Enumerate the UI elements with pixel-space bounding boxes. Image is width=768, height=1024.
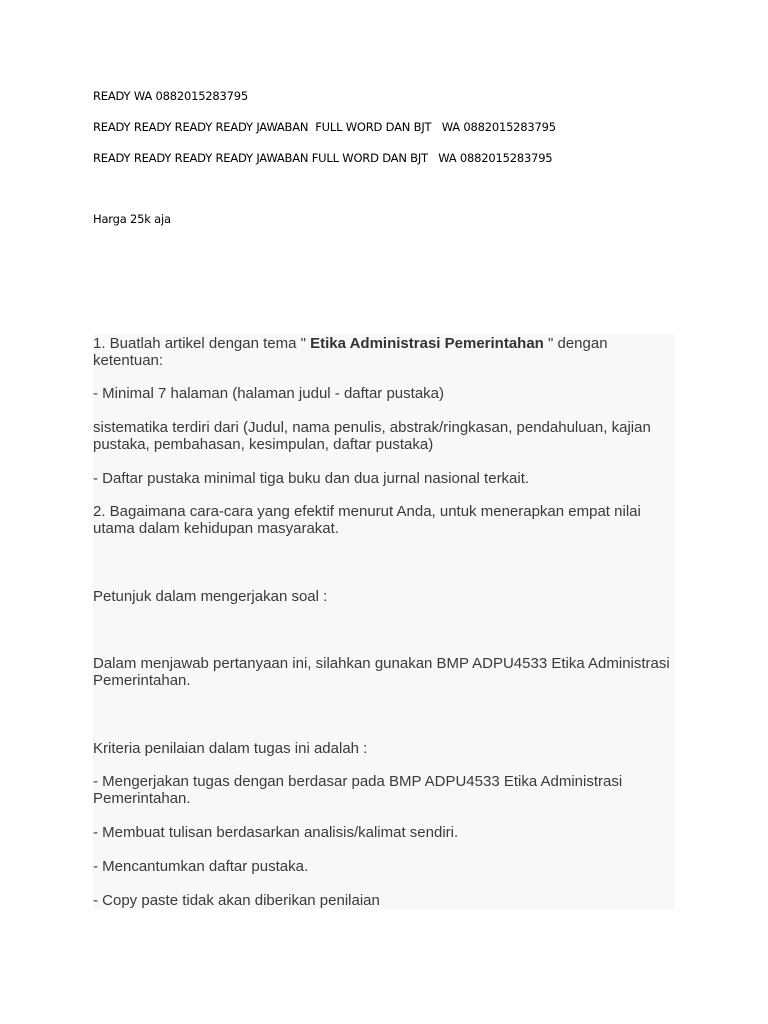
requirement-references: - Daftar pustaka minimal tiga buku dan dua jurnal nasional terkait.: [93, 470, 530, 487]
requirement-pages: - Minimal 7 halaman (halaman judul - daftar pustaka): [93, 385, 444, 402]
instructions-text: Dalam menjawab pertanyaan ini, silahkan gunakan BMP ADPU4533 Etika Administrasi Pemerintahan.: [93, 655, 670, 689]
criteria-item: - Mencantumkan daftar pustaka.: [93, 858, 309, 875]
question-1-suffix: " dengan ketentuan:: [93, 335, 608, 369]
ad-line-contact: READY WA 0882015283795: [93, 89, 249, 103]
ad-line-offer: READY READY READY READY JAWABAN FULL WORD DAN BJT WA 0882015283795: [93, 120, 556, 134]
ad-line-offer-repeat: READY READY READY READY JAWABAN FULL WORD DAN BJT WA 0882015283795: [93, 151, 553, 165]
question-2: 2. Bagaimana cara-cara yang efektif menurut Anda, untuk menerapkan empat nilai utama dalam kehidupan masyarakat.: [93, 503, 641, 537]
criteria-item: - Mengerjakan tugas dengan berdasar pada BMP ADPU4533 Etika Administrasi Pemerintahan.: [93, 773, 623, 807]
question-1-prefix: 1. Buatlah artikel dengan tema ": [93, 335, 311, 352]
criteria-heading: Kriteria penilaian dalam tugas ini adalah :: [93, 740, 368, 757]
requirement-systematics: sistematika terdiri dari (Judul, nama penulis, abstrak/ringkasan, pendahuluan, kajian pustaka, pembahasan, kesimpulan, daftar pustaka): [93, 419, 651, 453]
criteria-item: - Copy paste tidak akan diberikan penilaian: [93, 892, 380, 909]
question-1: [93, 335, 675, 369]
criteria-item: - Membuat tulisan berdasarkan analisis/kalimat sendiri.: [93, 824, 459, 841]
ad-line-price: Harga 25k aja: [93, 212, 171, 226]
question-1-theme: Etika Administrasi Pemerintahan: [310, 335, 544, 352]
instructions-heading: Petunjuk dalam mengerjakan soal :: [93, 588, 328, 605]
